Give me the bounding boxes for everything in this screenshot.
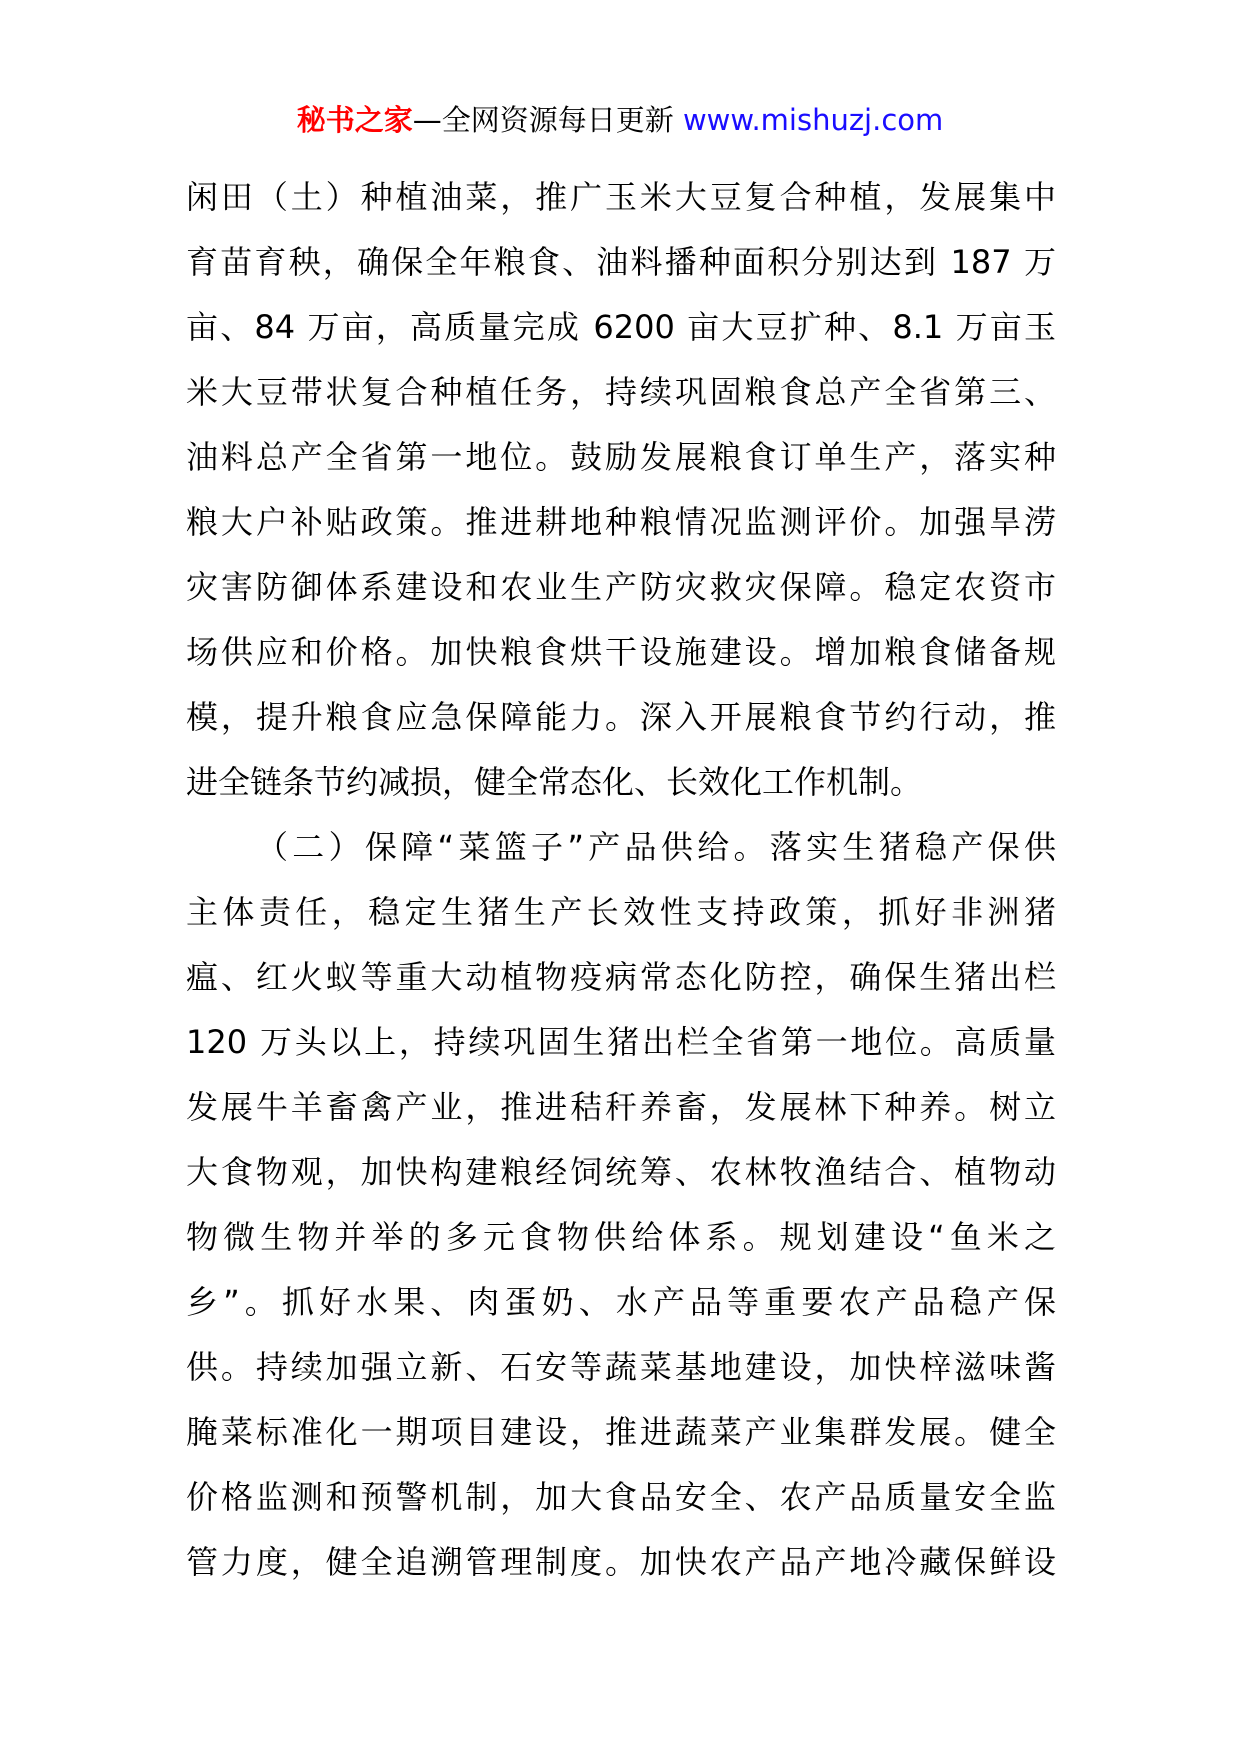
text-line: 120 万头以上，持续巩固生猪出栏全省第一地位。高质量 (186, 1023, 1056, 1061)
text-line: 闲田（土）种植油菜，推广玉米大豆复合种植，发展集中 (186, 178, 1056, 216)
text-line: 主体责任，稳定生猪生产长效性支持政策，抓好非洲猪 (186, 893, 1056, 931)
text-line: 亩、84 万亩，高质量完成 6200 亩大豆扩种、8.1 万亩玉 (186, 308, 1056, 346)
text-line: 物微生物并举的多元食物供给体系。规划建设“鱼米之 (186, 1218, 1056, 1256)
text-line: 育苗育秧，确保全年粮食、油料播种面积分别达到 187 万 (186, 243, 1056, 281)
text-line: 腌菜标准化一期项目建设，推进蔬菜产业集群发展。健全 (186, 1413, 1056, 1451)
text-line: 价格监测和预警机制，加大食品安全、农产品质量安全监 (186, 1478, 1056, 1516)
text-line: （二）保障“菜篮子”产品供给。落实生猪稳产保供 (256, 828, 1056, 866)
text-line: 米大豆带状复合种植任务，持续巩固粮食总产全省第三、 (186, 373, 1056, 411)
text-line: 发展牛羊畜禽产业，推进秸秆养畜，发展林下种养。树立 (186, 1088, 1056, 1126)
page-header (0, 100, 1240, 140)
text-line: 场供应和价格。加快粮食烘干设施建设。增加粮食储备规 (186, 633, 1056, 671)
document-body (186, 165, 1056, 1595)
text-line: 模，提升粮食应急保障能力。深入开展粮食节约行动，推 (186, 698, 1056, 736)
text-line: 粮大户补贴政策。推进耕地种粮情况监测评价。加强旱涝 (186, 503, 1056, 541)
header-brand: 秘书之家 (296, 103, 413, 137)
paragraph-grain-production (186, 165, 1056, 815)
text-line: 乡”。抓好水果、肉蛋奶、水产品等重要农产品稳产保 (186, 1283, 1056, 1321)
paragraph-vegetable-basket (186, 815, 1056, 1595)
header-tagline: —全网资源每日更新 (412, 103, 683, 137)
text-line: 进全链条节约减损，健全常态化、长效化工作机制。 (186, 763, 923, 801)
text-line: 瘟、红火蚁等重大动植物疫病常态化防控，确保生猪出栏 (186, 958, 1056, 996)
header-url-link[interactable]: www.mishuzj.com (682, 103, 944, 137)
text-line: 管力度，健全追溯管理制度。加快农产品产地冷藏保鲜设 (186, 1543, 1056, 1581)
text-line: 供。持续加强立新、石安等蔬菜基地建设，加快梓滋味酱 (186, 1348, 1056, 1386)
text-line: 油料总产全省第一地位。鼓励发展粮食订单生产，落实种 (186, 438, 1056, 476)
text-line: 大食物观，加快构建粮经饲统筹、农林牧渔结合、植物动 (186, 1153, 1056, 1191)
text-line: 灾害防御体系建设和农业生产防灾救灾保障。稳定农资市 (186, 568, 1056, 606)
